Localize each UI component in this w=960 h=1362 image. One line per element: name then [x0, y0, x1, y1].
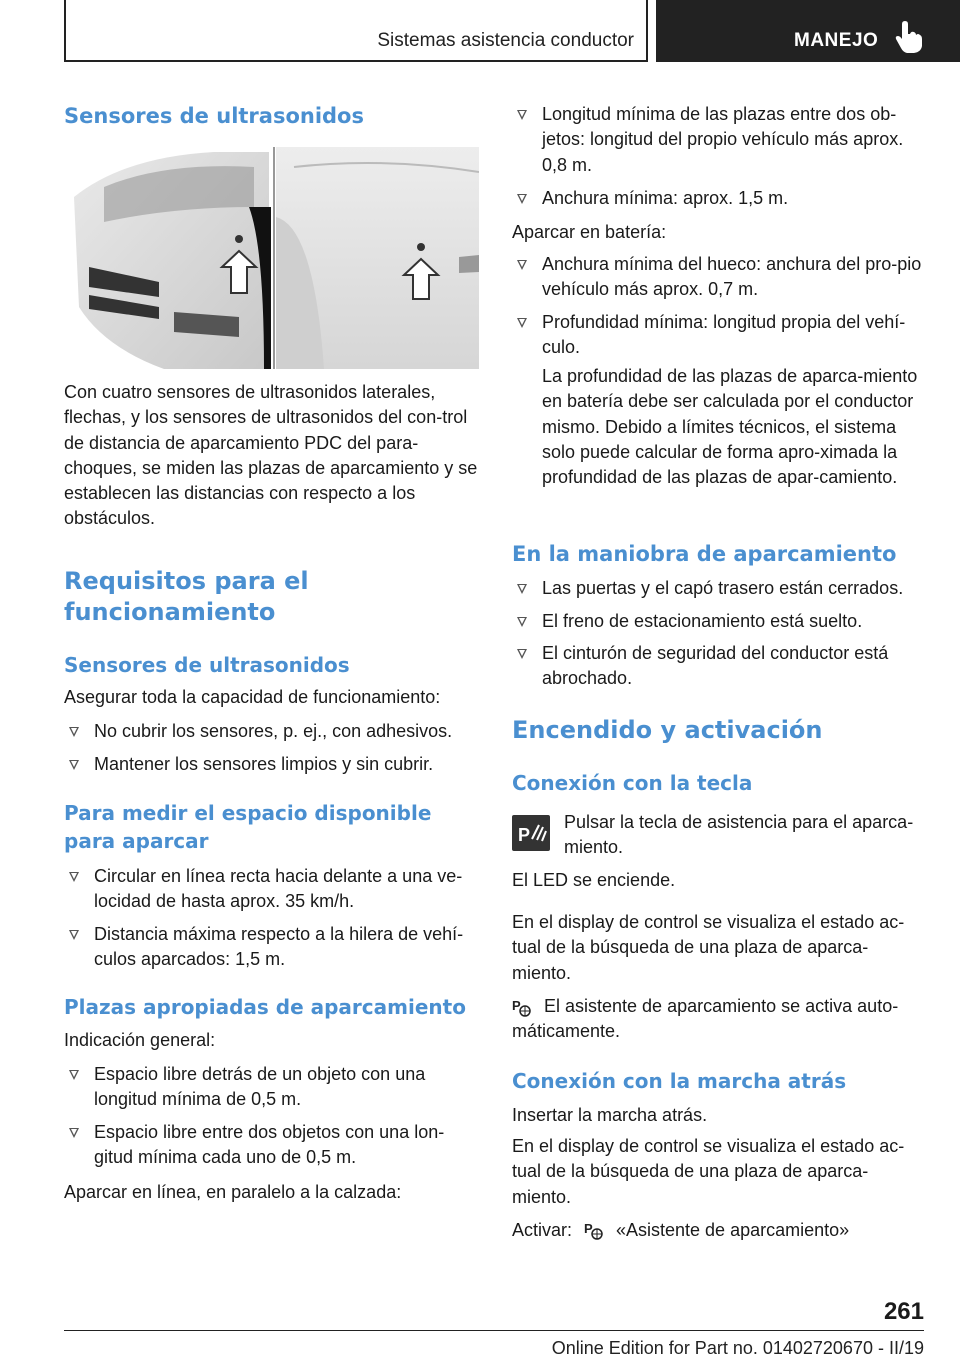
activar-label: Activar:	[512, 1220, 573, 1240]
chapter-title: MANEJO	[794, 30, 879, 51]
edition-text: Online Edition for Part no. 01402720670 - II/19	[551, 1338, 924, 1358]
parking-assist-symbol-icon	[584, 1219, 604, 1241]
car-bumper-illustration	[64, 147, 479, 369]
heading-conexion-tecla: Conexión con la tecla	[512, 771, 753, 795]
heading-medir-line2: para aparcar	[64, 829, 209, 853]
heading-sensores-2: Sensores de ultrasonidos	[64, 653, 350, 677]
asegurar-text: Asegurar toda la capacidad de funcionamiento:	[64, 687, 441, 707]
heading-requisitos-line2: funcionamiento	[64, 598, 276, 626]
indicacion-text: Indicación general:	[64, 1030, 216, 1050]
bullet-triangle-icon	[517, 260, 527, 270]
bullet-triangle-icon	[517, 584, 527, 594]
parking-assist-button-icon	[512, 815, 550, 851]
insertar-text: Insertar la marcha atrás.	[512, 1105, 708, 1125]
bullet-triangle-icon	[69, 930, 79, 940]
bullet-triangle-icon	[517, 194, 527, 204]
bullet-triangle-icon	[517, 110, 527, 120]
heading-encendido: Encendido y activación	[512, 716, 823, 744]
footer-divider	[64, 1330, 924, 1331]
aparcar-linea-text: Aparcar en línea, en paralelo a la calzada:	[64, 1182, 402, 1202]
page-number: 261	[883, 1298, 924, 1325]
header-section-box	[64, 0, 648, 62]
bullet-triangle-icon	[517, 318, 527, 328]
bullet-triangle-icon	[69, 1070, 79, 1080]
bullet-triangle-icon	[69, 760, 79, 770]
display-text-2: En el display de control se visualiza el estado ac-tual de la búsqueda de una plaza de aparca-miento.	[512, 1136, 905, 1207]
bullet-triangle-icon	[69, 1128, 79, 1138]
section-title: Sistemas asistencia conductor	[377, 30, 634, 51]
header-chapter-box	[656, 0, 960, 62]
heading-sensores: Sensores de ultrasonidos	[64, 104, 364, 128]
heading-maniobra: En la maniobra de aparcamiento	[512, 542, 897, 566]
asistente-activa-text: El asistente de aparcamiento se activa auto-máticamente.	[512, 996, 899, 1042]
intro-paragraph: Con cuatro sensores de ultrasonidos laterales, flechas, y los sensores de ultrasonidos del con-trol de distancia de aparcamiento PDC del para-choques, se miden las plazas de aparcamiento y se establecen las distancias con respecto a los obstáculos.	[64, 382, 478, 529]
pulsar-text: Pulsar la tecla de asistencia para el aparca-miento.	[564, 812, 914, 858]
activar-menu-item: «Asistente de aparcamiento»	[616, 1220, 850, 1240]
hand-pointer-icon	[894, 20, 924, 54]
heading-conexion-marcha: Conexión con la marcha atrás	[512, 1069, 847, 1093]
bullet-triangle-icon	[69, 872, 79, 882]
bullet-triangle-icon	[517, 649, 527, 659]
heading-medir-line1: Para medir el espacio disponible	[64, 801, 432, 825]
svg-text:P: P	[584, 1221, 593, 1236]
svg-text:P: P	[518, 825, 531, 845]
aparcar-bateria-text: Aparcar en batería:	[512, 222, 667, 242]
profundidad-note: La profundidad de las plazas de aparca-miento en batería debe ser calculada por el conductor mismo. Debido a límites técnicos, el sistema solo puede calcular de forma apro-ximada la profundidad de las plazas de apar-camiento.	[542, 366, 918, 488]
heading-plazas: Plazas apropiadas de aparcamiento	[64, 995, 466, 1019]
display-text-1: En el display de control se visualiza el estado ac-tual de la búsqueda de una plaza de aparca-miento.	[512, 912, 905, 983]
bullet-triangle-icon	[69, 727, 79, 737]
svg-text:P: P	[512, 998, 521, 1013]
led-text: El LED se enciende.	[512, 870, 676, 890]
bullet-triangle-icon	[517, 617, 527, 627]
heading-requisitos-line1: Requisitos para el	[64, 567, 309, 595]
